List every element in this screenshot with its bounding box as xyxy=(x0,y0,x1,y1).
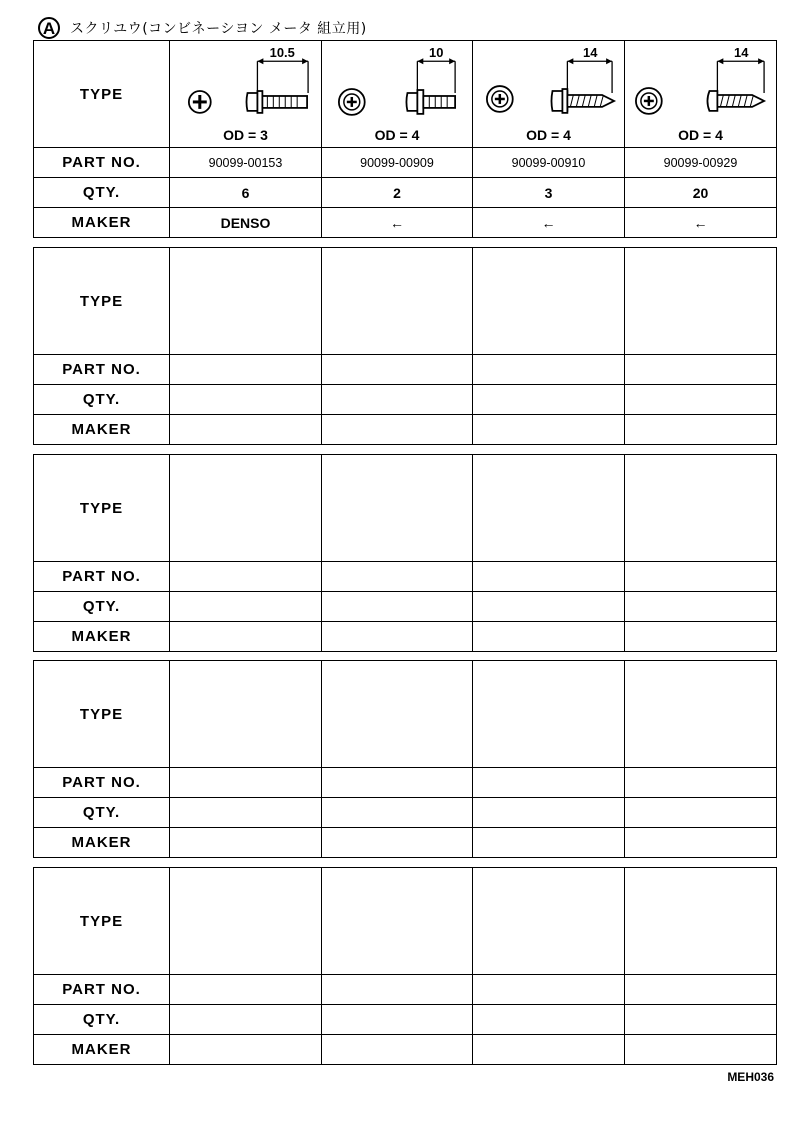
empty-cell xyxy=(625,415,777,445)
part-no-cell: 90099-00910 xyxy=(473,148,625,178)
maker-cell: DENSO xyxy=(170,208,322,238)
empty-cell xyxy=(322,385,473,415)
parts-table-4 xyxy=(33,660,777,858)
parts-table-5 xyxy=(33,867,777,1065)
empty-cell xyxy=(625,975,777,1005)
maker-label: MAKER xyxy=(34,622,170,652)
empty-cell xyxy=(473,1005,625,1035)
dimension-label: 14 xyxy=(583,45,598,61)
od-label: OD = 4 xyxy=(374,127,420,143)
empty-cell xyxy=(473,385,625,415)
page-title: スクリユウ(コンビネーシヨン メータ 組立用) xyxy=(70,21,367,37)
empty-cell xyxy=(625,385,777,415)
dimension-label: 10.5 xyxy=(269,45,295,61)
empty-cell xyxy=(170,661,322,768)
maker-label: MAKER xyxy=(34,1035,170,1065)
empty-cell xyxy=(473,868,625,975)
empty-cell xyxy=(322,1005,473,1035)
type-label: TYPE xyxy=(34,455,170,562)
empty-cell xyxy=(625,868,777,975)
maker-label: MAKER xyxy=(34,208,170,238)
empty-cell xyxy=(473,248,625,355)
empty-cell xyxy=(473,828,625,858)
empty-cell xyxy=(322,415,473,445)
empty-cell xyxy=(625,248,777,355)
qty-cell: 20 xyxy=(625,178,777,208)
type-label: TYPE xyxy=(34,248,170,355)
empty-cell xyxy=(625,355,777,385)
empty-cell xyxy=(322,828,473,858)
qty-label: QTY. xyxy=(34,178,170,208)
type-cell-2 xyxy=(322,41,473,148)
empty-cell xyxy=(473,562,625,592)
empty-cell xyxy=(322,248,473,355)
part-no-cell: 90099-00909 xyxy=(322,148,473,178)
parts-table-3 xyxy=(33,454,777,652)
type-label: TYPE xyxy=(34,868,170,975)
qty-cell: 2 xyxy=(322,178,473,208)
empty-cell xyxy=(322,562,473,592)
type-cell-4 xyxy=(625,41,777,148)
empty-cell xyxy=(322,455,473,562)
left-arrow-icon: ← xyxy=(473,208,625,238)
empty-cell xyxy=(170,385,322,415)
empty-cell xyxy=(170,355,322,385)
empty-cell xyxy=(625,455,777,562)
empty-cell xyxy=(170,1035,322,1065)
empty-cell xyxy=(170,868,322,975)
qty-label: QTY. xyxy=(34,798,170,828)
empty-cell xyxy=(625,622,777,652)
empty-cell xyxy=(170,798,322,828)
left-arrow-icon: ← xyxy=(322,208,473,238)
type-label: TYPE xyxy=(34,661,170,768)
type-cell-1 xyxy=(170,41,322,148)
empty-cell xyxy=(170,562,322,592)
empty-cell xyxy=(473,415,625,445)
empty-cell xyxy=(473,661,625,768)
document-code: MEH036 xyxy=(727,1070,774,1084)
empty-cell xyxy=(170,828,322,858)
part-no-cell: 90099-00929 xyxy=(625,148,777,178)
maker-label: MAKER xyxy=(34,415,170,445)
empty-cell xyxy=(625,798,777,828)
part-no-label: PART NO. xyxy=(34,148,170,178)
qty-label: QTY. xyxy=(34,1005,170,1035)
dimension-label: 10 xyxy=(429,45,444,61)
part-no-label: PART NO. xyxy=(34,975,170,1005)
empty-cell xyxy=(170,975,322,1005)
parts-table-1 xyxy=(33,40,777,238)
empty-cell xyxy=(170,455,322,562)
header xyxy=(38,14,367,42)
empty-cell xyxy=(170,1005,322,1035)
left-arrow-icon: ← xyxy=(625,208,777,238)
section-badge: A xyxy=(38,17,60,39)
part-no-label: PART NO. xyxy=(34,562,170,592)
empty-cell xyxy=(473,355,625,385)
part-no-label: PART NO. xyxy=(34,768,170,798)
empty-cell xyxy=(625,562,777,592)
empty-cell xyxy=(473,592,625,622)
od-label: OD = 4 xyxy=(526,127,571,143)
maker-label: MAKER xyxy=(34,828,170,858)
empty-cell xyxy=(322,661,473,768)
qty-cell: 3 xyxy=(473,178,625,208)
empty-cell xyxy=(322,1035,473,1065)
empty-cell xyxy=(322,622,473,652)
empty-cell xyxy=(473,455,625,562)
empty-cell xyxy=(322,768,473,798)
part-no-label: PART NO. xyxy=(34,355,170,385)
od-label: OD = 4 xyxy=(678,127,723,143)
empty-cell xyxy=(625,768,777,798)
qty-label: QTY. xyxy=(34,592,170,622)
parts-table-2 xyxy=(33,247,777,445)
type-label: TYPE xyxy=(34,41,170,148)
empty-cell xyxy=(625,661,777,768)
qty-cell: 6 xyxy=(170,178,322,208)
od-label: OD = 3 xyxy=(223,127,268,143)
empty-cell xyxy=(322,355,473,385)
empty-cell xyxy=(625,1005,777,1035)
dimension-label: 14 xyxy=(734,45,749,61)
empty-cell xyxy=(473,768,625,798)
empty-cell xyxy=(170,248,322,355)
empty-cell xyxy=(322,798,473,828)
empty-cell xyxy=(473,798,625,828)
empty-cell xyxy=(322,592,473,622)
empty-cell xyxy=(170,768,322,798)
type-cell-3 xyxy=(473,41,625,148)
part-no-cell: 90099-00153 xyxy=(170,148,322,178)
empty-cell xyxy=(170,622,322,652)
empty-cell xyxy=(625,592,777,622)
empty-cell xyxy=(322,975,473,1005)
empty-cell xyxy=(322,868,473,975)
empty-cell xyxy=(625,828,777,858)
empty-cell xyxy=(473,1035,625,1065)
empty-cell xyxy=(473,622,625,652)
qty-label: QTY. xyxy=(34,385,170,415)
empty-cell xyxy=(170,592,322,622)
empty-cell xyxy=(625,1035,777,1065)
empty-cell xyxy=(170,415,322,445)
empty-cell xyxy=(473,975,625,1005)
